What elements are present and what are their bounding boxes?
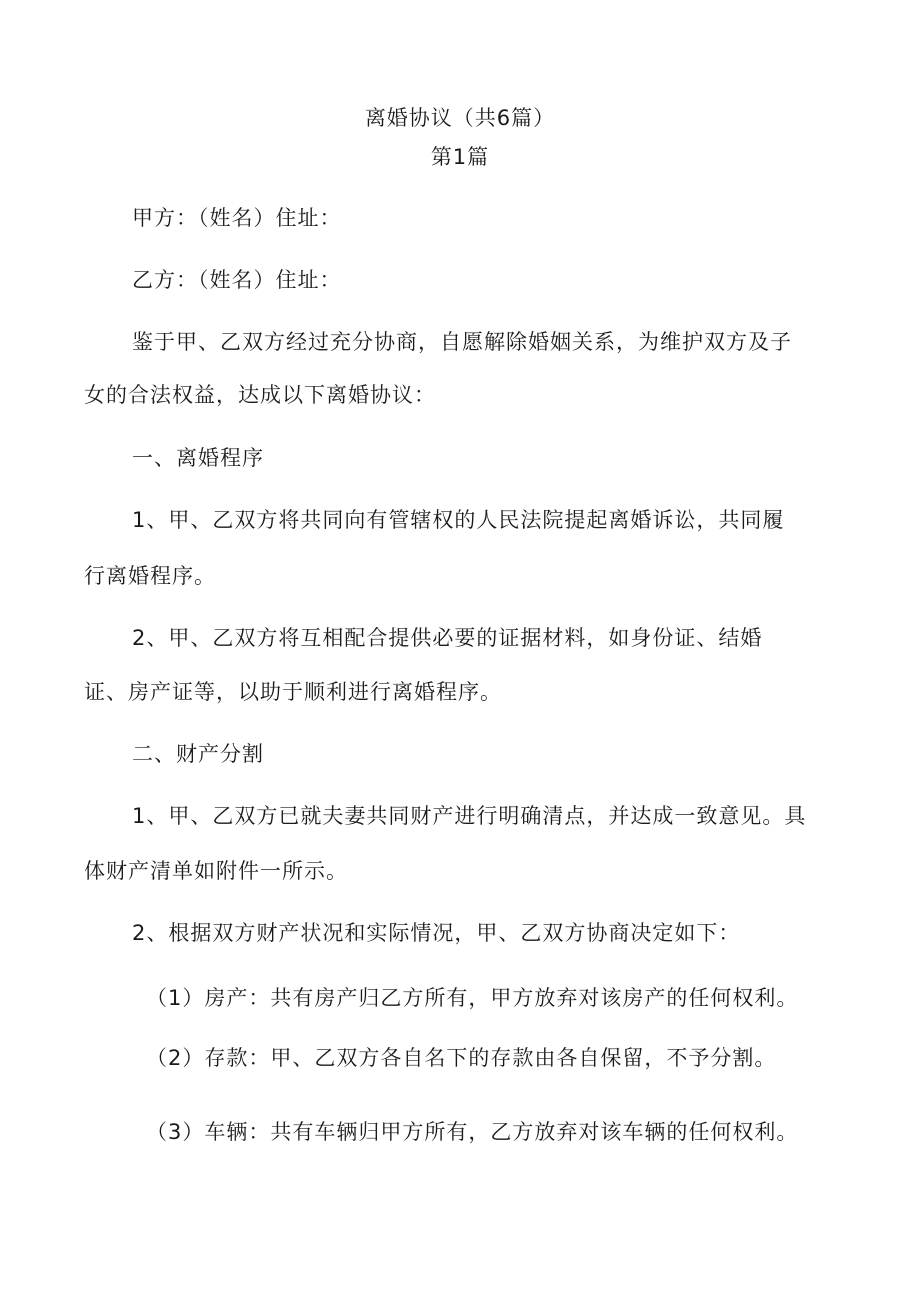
party-a-line: 甲方：（姓名）住址：	[132, 206, 342, 230]
section2-heading: 二、财产分割	[132, 742, 264, 766]
document-title: 离婚协议（共6篇）	[364, 106, 556, 130]
party-b-line: 乙方：（姓名）住址：	[132, 268, 342, 292]
intro-paragraph-line2: 女的合法权益，达成以下离婚协议：	[84, 383, 436, 407]
section2-sub-item-savings: （2）存款：甲、乙双方各自名下的存款由各自保留，不予分割。	[146, 1046, 777, 1070]
section2-item1-line1: 1、甲、乙双方已就夫妻共同财产进行明确清点，并达成一致意见。具	[132, 804, 807, 828]
section1-item2-line1: 2、甲、乙双方将互相配合提供必要的证据材料，如身份证、结婚	[132, 626, 763, 650]
section2-sub-item-vehicle: （3）车辆：共有车辆归甲方所有，乙方放弃对该车辆的任何权利。	[146, 1120, 799, 1144]
document-subtitle: 第1篇	[430, 145, 490, 169]
section2-sub-item-house: （1）房产：共有房产归乙方所有，甲方放弃对该房产的任何权利。	[146, 986, 799, 1010]
section1-heading: 一、离婚程序	[132, 446, 264, 470]
section1-item1-line2: 行离婚程序。	[84, 564, 216, 588]
section2-item2: 2、根据双方财产状况和实际情况，甲、乙双方协商决定如下：	[132, 921, 741, 945]
section1-item1-line1: 1、甲、乙双方将共同向有管辖权的人民法院提起离婚诉讼，共同履	[132, 508, 785, 532]
intro-paragraph-line1: 鉴于甲、乙双方经过充分协商，自愿解除婚姻关系，为维护双方及子	[132, 330, 792, 354]
section1-item2-line2: 证、房产证等，以助于顺利进行离婚程序。	[84, 680, 502, 704]
section2-item1-line2: 体财产清单如附件一所示。	[84, 859, 348, 883]
